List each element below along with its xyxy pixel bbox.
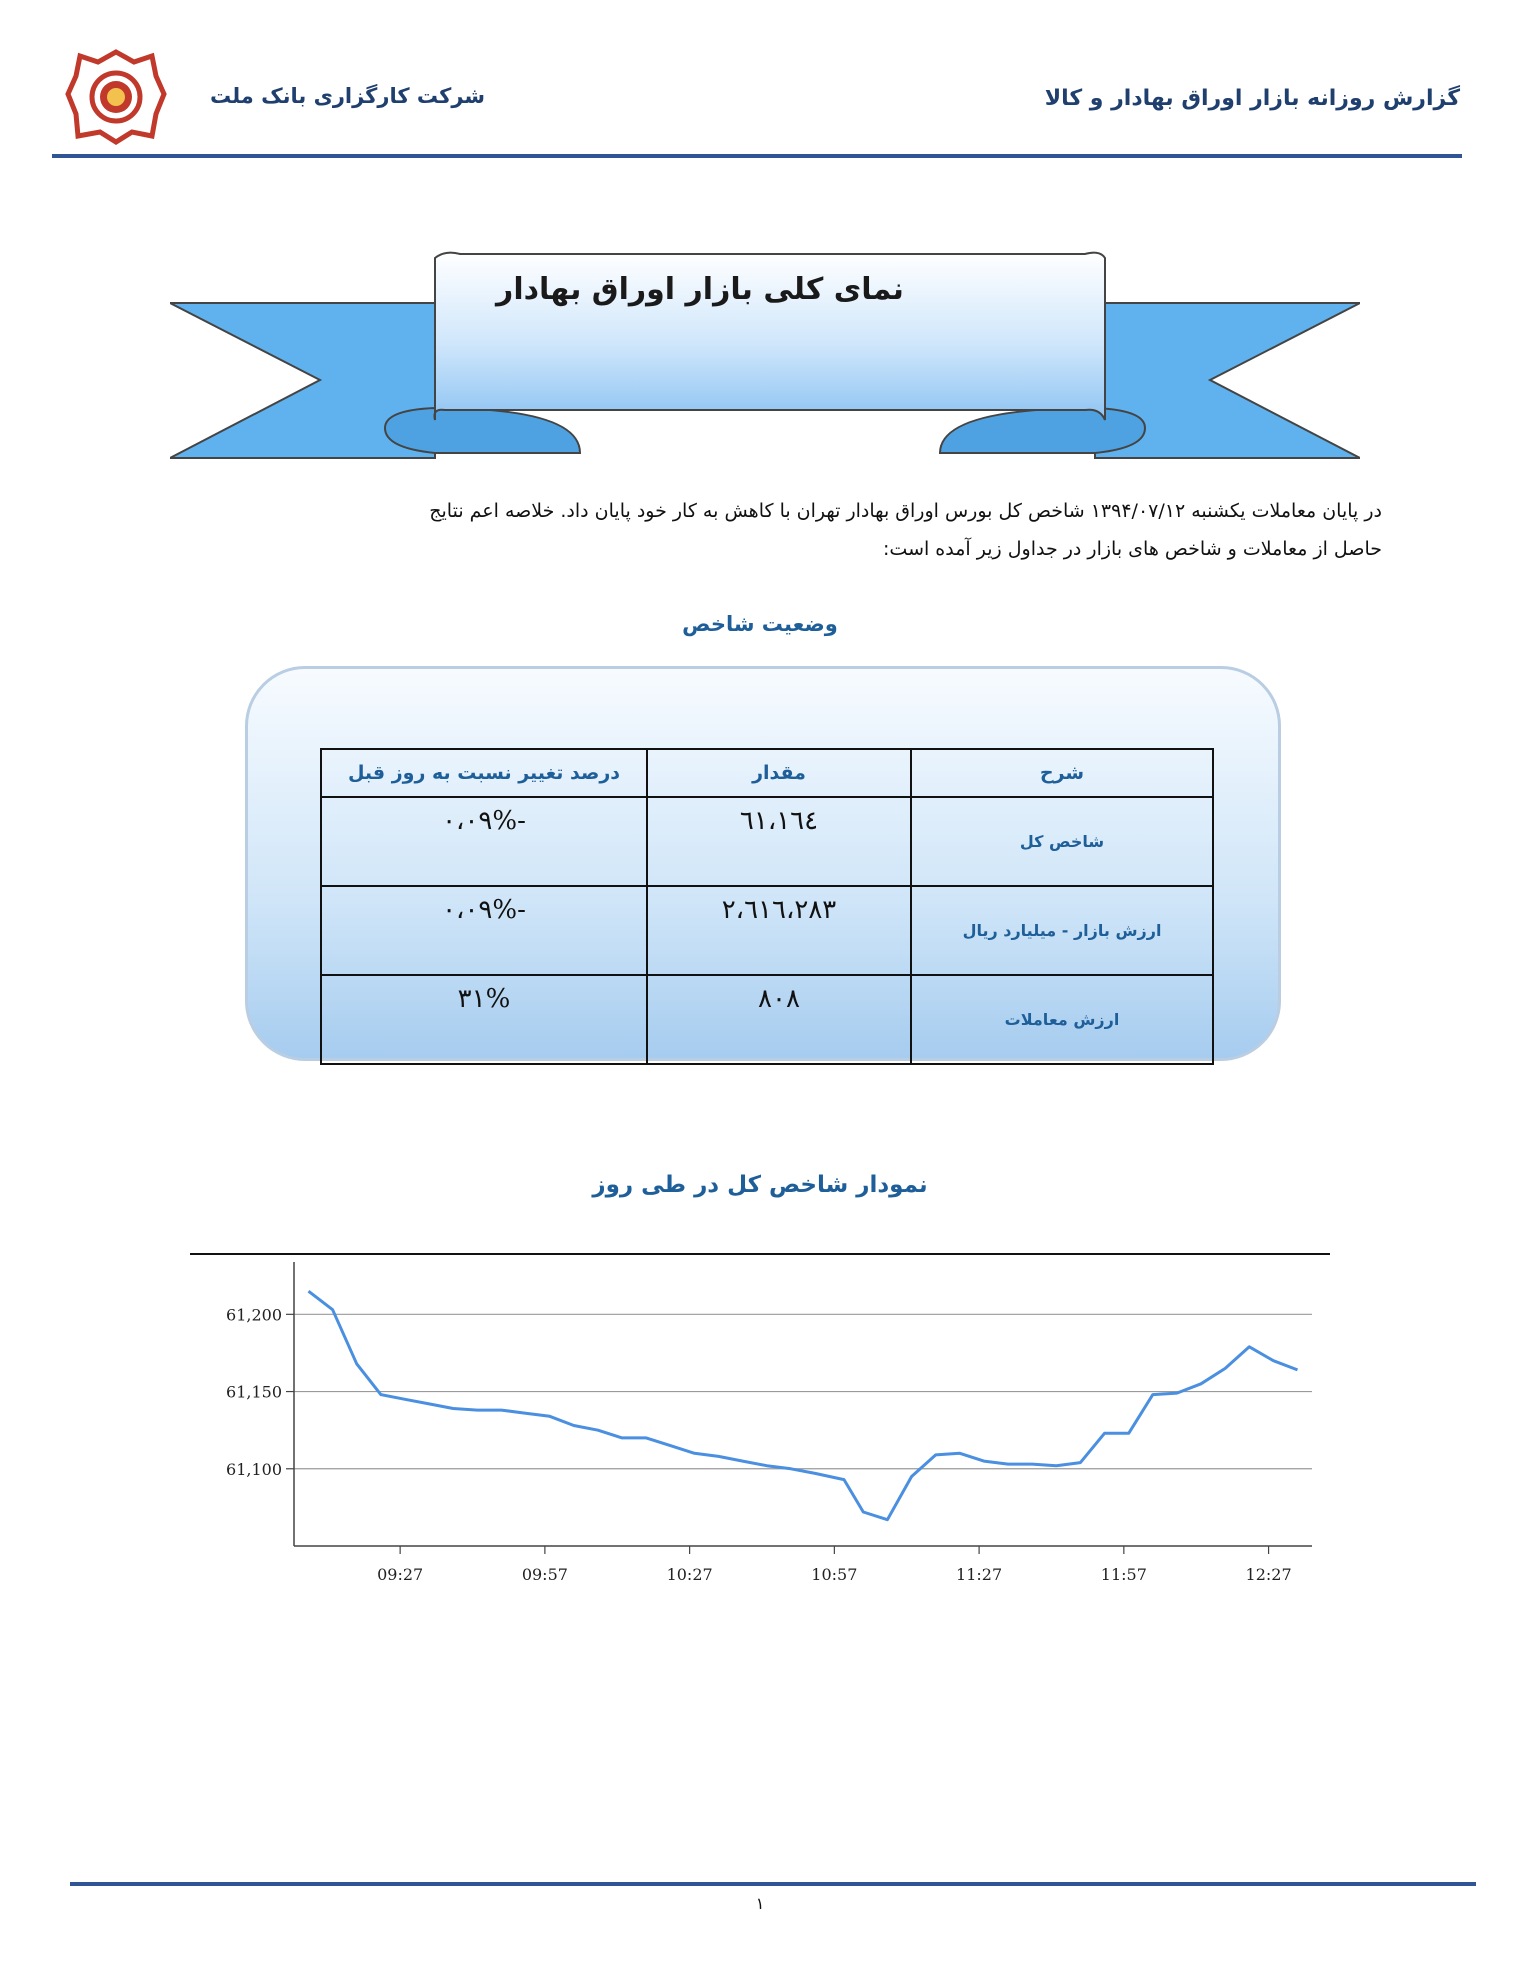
chart-title: نمودار شاخص کل در طی روز xyxy=(592,1172,928,1198)
table-row xyxy=(321,797,1213,886)
table-row xyxy=(321,975,1213,1064)
company-name: شرکت کارگزاری بانک ملت xyxy=(210,84,486,108)
x-tick-label: 11:57 xyxy=(1100,1565,1147,1584)
header-value: مقدار xyxy=(647,749,911,797)
row-desc: ارزش معاملات xyxy=(911,975,1213,1064)
intro-line-1: در پایان معاملات یکشنبه ۱۳۹۴/۰۷/۱۲ شاخص کل بورس اوراق بهادار تهران با کاهش به کار خود پایان داد. خلاصه اعم نتایج xyxy=(429,500,1382,522)
header-desc: شرح xyxy=(911,749,1213,797)
index-status-title: وضعیت شاخص xyxy=(682,612,838,636)
y-tick-label: 61,150 xyxy=(226,1382,282,1402)
x-tick-label: 10:57 xyxy=(811,1565,858,1584)
x-tick-label: 12:27 xyxy=(1245,1565,1292,1584)
intro-line-2: حاصل از معاملات و شاخص های بازار در جداول زیر آمده است: xyxy=(883,538,1382,560)
bank-mellat-logo-icon xyxy=(64,48,168,146)
header-rule xyxy=(52,154,1462,158)
report-title: گزارش روزانه بازار اوراق بهادار و کالا xyxy=(1044,86,1460,111)
page-number: ۱ xyxy=(755,1894,765,1913)
row-change: -%٠،٠٩ xyxy=(321,886,647,975)
footer-rule xyxy=(70,1882,1476,1886)
intro-paragraph xyxy=(140,492,1382,568)
table-header-row xyxy=(321,749,1213,797)
row-value: ٨٠٨ xyxy=(647,975,911,1064)
index-intraday-chart xyxy=(190,1244,1340,1624)
index-status-table xyxy=(320,748,1214,1065)
row-value: ٦١،١٦٤ xyxy=(647,797,911,886)
row-change: %٣١ xyxy=(321,975,647,1064)
row-change: -%٠،٠٩ xyxy=(321,797,647,886)
row-desc: ارزش بازار - میلیارد ریال xyxy=(911,886,1213,975)
y-tick-label: 61,100 xyxy=(226,1459,282,1479)
x-tick-label: 09:57 xyxy=(521,1565,568,1584)
row-desc: شاخص کل xyxy=(911,797,1213,886)
header-change: درصد تغییر نسبت به روز قبل xyxy=(321,749,647,797)
table-row xyxy=(321,886,1213,975)
banner-title: نمای کلی بازار اوراق بهادار xyxy=(496,272,904,307)
y-tick-label: 61,200 xyxy=(226,1305,282,1325)
x-tick-label: 11:27 xyxy=(956,1565,1003,1584)
row-value: ٢،٦١٦،٢٨٣ xyxy=(647,886,911,975)
series-line xyxy=(309,1291,1298,1520)
x-tick-label: 10:27 xyxy=(666,1565,713,1584)
x-tick-label: 09:27 xyxy=(377,1565,424,1584)
